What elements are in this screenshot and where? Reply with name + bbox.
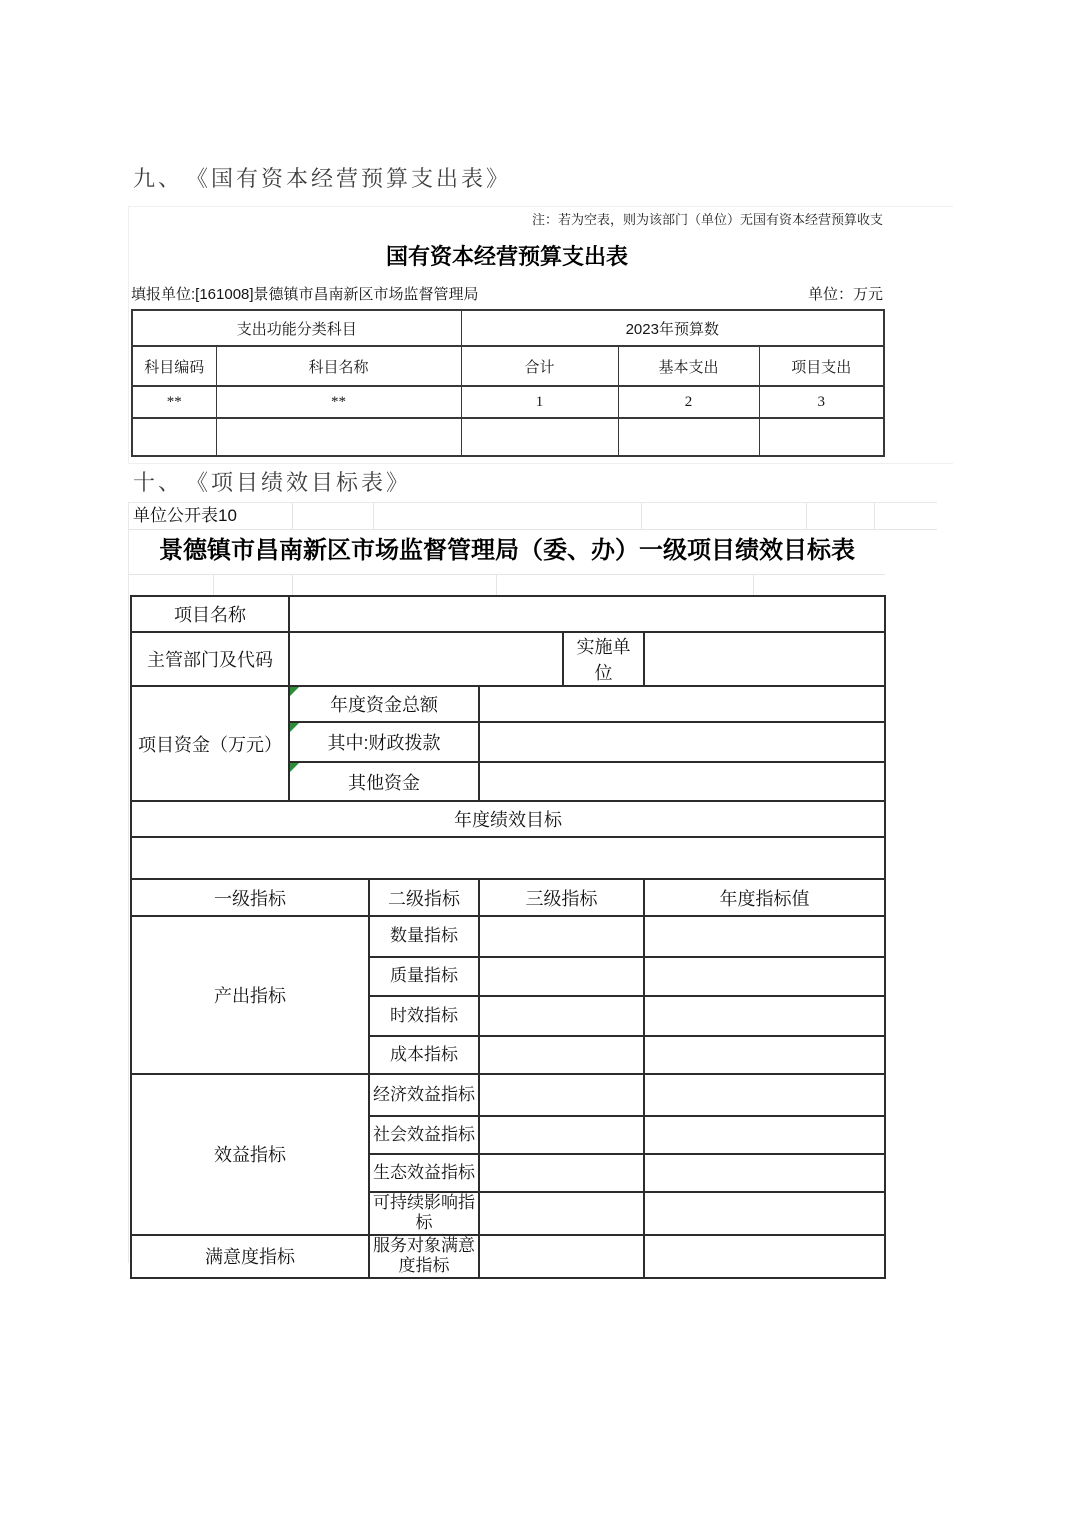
gridline bbox=[496, 575, 497, 595]
indicator-header-level3: 三级指标 bbox=[479, 879, 644, 916]
col-header-basic-expenditure: 基本支出 bbox=[618, 346, 759, 386]
satisfaction-indicator-label: 满意度指标 bbox=[131, 1235, 369, 1278]
annual-value bbox=[644, 1154, 885, 1192]
capital-budget-table-title: 国有资本经营预算支出表 bbox=[385, 244, 628, 269]
level3-value bbox=[479, 1116, 644, 1154]
fund-total-label bbox=[289, 686, 479, 722]
annual-value bbox=[644, 1235, 885, 1278]
indicator-row bbox=[131, 1074, 885, 1116]
empty-cell bbox=[216, 418, 461, 456]
group-header-function: 支出功能分类科目 bbox=[132, 310, 461, 346]
project-name-label: 项目名称 bbox=[131, 596, 289, 632]
indicator-header-row bbox=[131, 879, 885, 916]
implement-unit-value bbox=[644, 632, 885, 686]
fund-total-row bbox=[131, 686, 885, 722]
marker-cell: ** bbox=[216, 386, 461, 418]
indicator-row bbox=[131, 1235, 885, 1278]
group-header-row bbox=[132, 310, 884, 346]
empty-cell bbox=[759, 418, 884, 456]
column-number-row bbox=[132, 386, 884, 418]
annual-target-value-row bbox=[131, 837, 885, 879]
indicator-row bbox=[131, 916, 885, 957]
excel-marker-icon bbox=[290, 687, 299, 696]
department-label: 主管部门及代码 bbox=[131, 632, 289, 686]
annual-value bbox=[644, 916, 885, 957]
fund-other-text: 其他资金 bbox=[348, 772, 420, 793]
department-value bbox=[289, 632, 563, 686]
cost-indicator-label: 成本指标 bbox=[369, 1036, 479, 1074]
level3-value bbox=[479, 1036, 644, 1074]
fund-other-value bbox=[479, 762, 885, 801]
performance-target-block bbox=[128, 502, 937, 1276]
fund-fiscal-text: 其中:财政拨款 bbox=[327, 733, 441, 753]
annual-value bbox=[644, 1074, 885, 1116]
ecological-benefit-label: 生态效益指标 bbox=[369, 1154, 479, 1192]
col-header-subject-code: 科目编码 bbox=[132, 346, 216, 386]
gridline bbox=[641, 503, 642, 529]
excel-marker-icon bbox=[290, 723, 299, 732]
level3-value bbox=[479, 916, 644, 957]
fund-other-label bbox=[289, 762, 479, 801]
annual-target-value bbox=[131, 837, 885, 879]
project-name-value bbox=[289, 596, 885, 632]
sustainability-indicator-label: 可持续影响指标 bbox=[369, 1192, 479, 1235]
empty-table-note: 注：若为空表，则为该部门（单位）无国有资本经营预算收支 bbox=[531, 212, 883, 227]
column-number-cell: 1 bbox=[461, 386, 618, 418]
gridline bbox=[874, 503, 875, 529]
indicator-header-level2: 二级指标 bbox=[369, 879, 479, 916]
column-header-row bbox=[132, 346, 884, 386]
section-9-heading: 九、 《国有资本经营预算支出表》 bbox=[133, 166, 512, 191]
department-row bbox=[131, 632, 885, 686]
service-satisfaction-label: 服务对象满意度指标 bbox=[369, 1235, 479, 1278]
capital-budget-block bbox=[128, 206, 953, 464]
annual-value bbox=[644, 1116, 885, 1154]
empty-data-row bbox=[132, 418, 884, 456]
column-number-cell: 3 bbox=[759, 386, 884, 418]
annual-target-row bbox=[131, 801, 885, 837]
capital-budget-table bbox=[131, 309, 885, 457]
gridline bbox=[292, 575, 293, 595]
annual-value bbox=[644, 1192, 885, 1235]
col-header-project-expenditure: 项目支出 bbox=[759, 346, 884, 386]
project-fund-label: 项目资金（万元） bbox=[131, 686, 289, 801]
project-name-row bbox=[131, 596, 885, 632]
economic-benefit-label: 经济效益指标 bbox=[369, 1074, 479, 1116]
excel-marker-icon bbox=[290, 763, 299, 772]
level3-value bbox=[479, 996, 644, 1036]
level3-value bbox=[479, 1192, 644, 1235]
empty-cell bbox=[618, 418, 759, 456]
output-indicator-label: 产出指标 bbox=[131, 916, 369, 1074]
fund-total-text: 年度资金总额 bbox=[330, 695, 438, 715]
benefit-indicator-label: 效益指标 bbox=[131, 1074, 369, 1235]
level3-value bbox=[479, 1235, 644, 1278]
social-benefit-label: 社会效益指标 bbox=[369, 1116, 479, 1154]
implement-unit-label: 实施单位 bbox=[563, 632, 644, 686]
col-header-total: 合计 bbox=[461, 346, 618, 386]
sheet-label-row bbox=[129, 503, 937, 530]
empty-cell bbox=[461, 418, 618, 456]
quality-indicator-label: 质量指标 bbox=[369, 957, 479, 996]
column-number-cell: 2 bbox=[618, 386, 759, 418]
quantity-indicator-label: 数量指标 bbox=[369, 916, 479, 957]
timeliness-indicator-label: 时效指标 bbox=[369, 996, 479, 1036]
gridline bbox=[292, 503, 293, 529]
reporting-unit-label: 填报单位:[161008]景德镇市昌南新区市场监督管理局 bbox=[131, 286, 479, 303]
performance-table-title: 景德镇市昌南新区市场监督管理局（委、办）一级项目绩效目标表 bbox=[129, 530, 885, 575]
empty-cell bbox=[132, 418, 216, 456]
level3-value bbox=[479, 957, 644, 996]
group-header-budget-2023: 2023年预算数 bbox=[461, 310, 884, 346]
annual-target-label: 年度绩效目标 bbox=[131, 801, 885, 837]
indicator-header-level1: 一级指标 bbox=[131, 879, 369, 916]
annual-value bbox=[644, 996, 885, 1036]
level3-value bbox=[479, 1074, 644, 1116]
performance-target-table bbox=[130, 595, 886, 1279]
fund-total-value bbox=[479, 686, 885, 722]
gridline bbox=[806, 503, 807, 529]
gridline bbox=[373, 503, 374, 529]
fund-fiscal-label bbox=[289, 722, 479, 762]
indicator-header-annual-value: 年度指标值 bbox=[644, 879, 885, 916]
gridline bbox=[753, 575, 754, 595]
spacer-row bbox=[129, 575, 937, 595]
fund-fiscal-value bbox=[479, 722, 885, 762]
unit-label: 单位：万元 bbox=[807, 286, 883, 303]
level3-value bbox=[479, 1154, 644, 1192]
section-10-heading: 十、 《项目绩效目标表》 bbox=[133, 470, 412, 495]
col-header-subject-name: 科目名称 bbox=[216, 346, 461, 386]
annual-value bbox=[644, 957, 885, 996]
gridline bbox=[213, 575, 214, 595]
annual-value bbox=[644, 1036, 885, 1074]
marker-cell: ** bbox=[132, 386, 216, 418]
sheet-label: 单位公开表10 bbox=[133, 506, 237, 525]
